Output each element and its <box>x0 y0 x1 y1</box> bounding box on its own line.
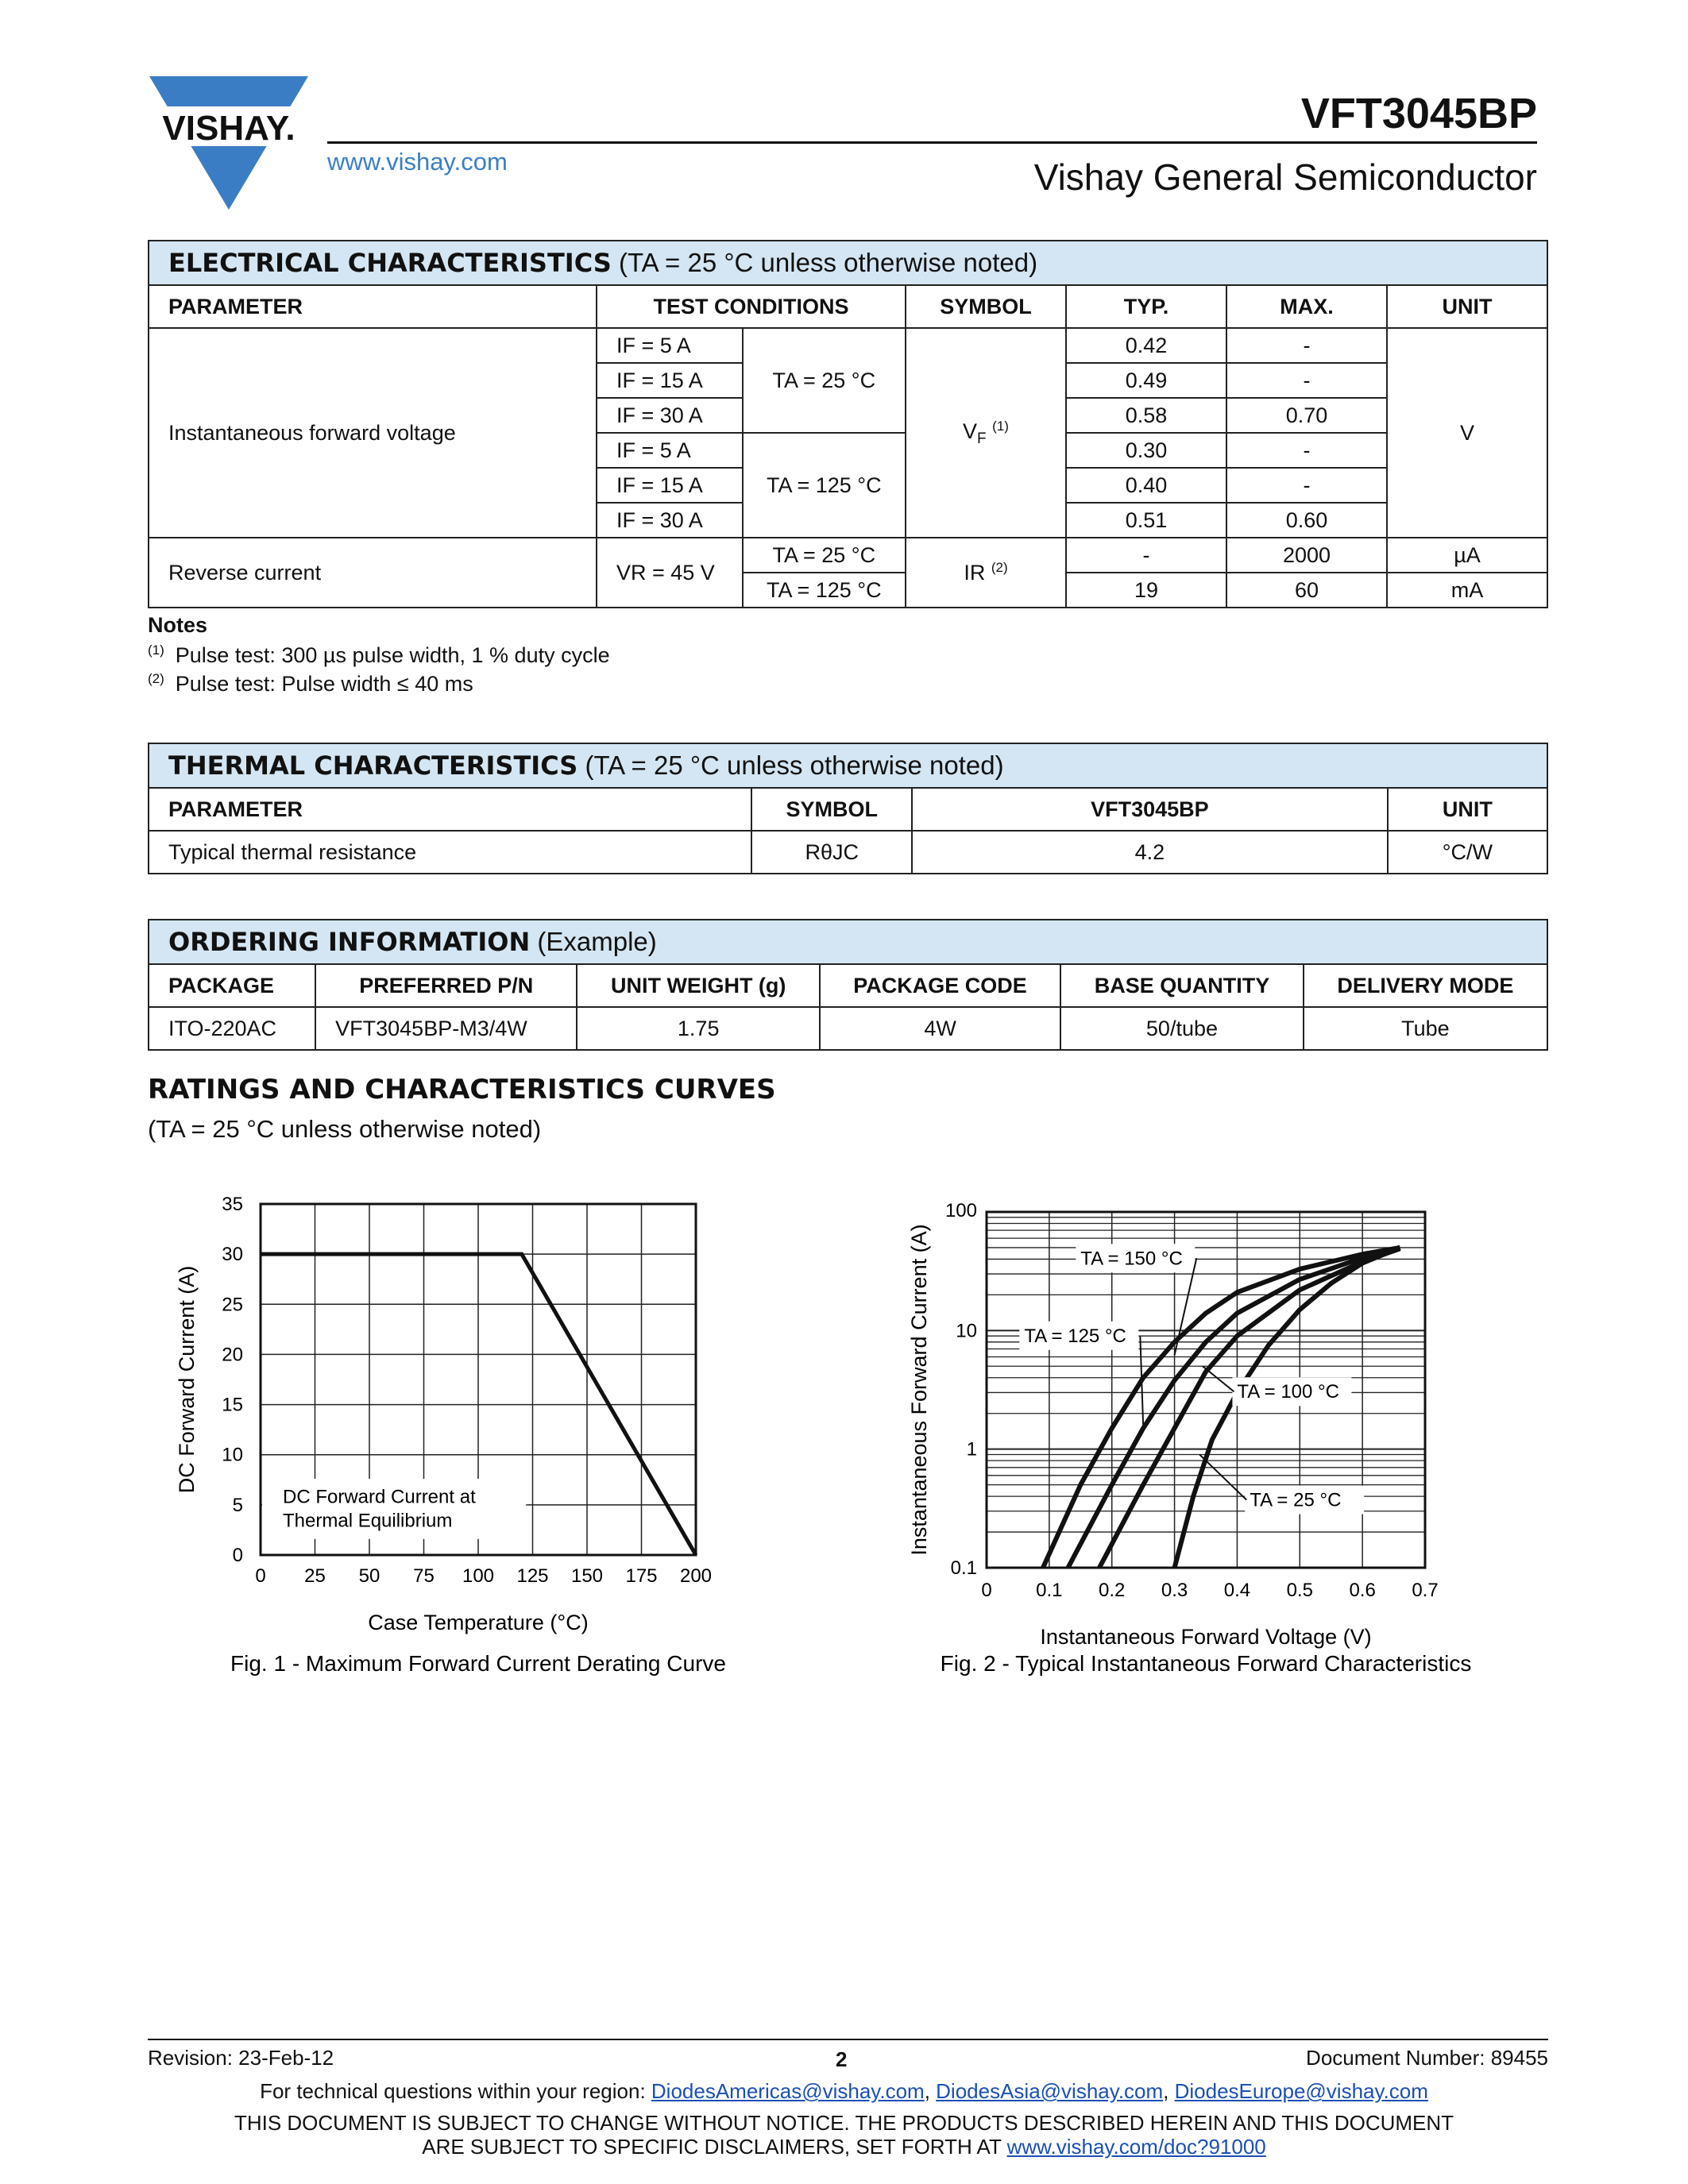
table-row: IF = 5 A TA = 125 °C 0.30 - <box>149 433 1547 468</box>
email-europe-link[interactable]: DiodesEurope@vishay.com <box>1174 2079 1428 2103</box>
fig2-series-line <box>1175 1248 1400 1568</box>
table-row: Typical thermal resistance RθJC 4.2 °C/W <box>149 831 1547 874</box>
fig2-series-label: TA = 100 °C <box>1237 1381 1339 1403</box>
ordering-information-table <box>148 919 1548 1051</box>
fig1-x-tick-label: 200 <box>679 1565 713 1587</box>
company-name: Vishay General Semiconductor <box>1033 156 1537 198</box>
page-number: 2 <box>836 2047 848 2071</box>
fig2-x-tick-label: 0.6 <box>1349 1580 1376 1601</box>
fig1-annotation-line1: DC Forward Current at <box>283 1486 476 1508</box>
fig2-x-tick-label: 0.3 <box>1161 1580 1188 1601</box>
fig1-y-tick-label: 15 <box>222 1394 243 1416</box>
charts <box>0 1175 1688 1715</box>
notes <box>148 613 610 696</box>
fig1-x-tick-label: 150 <box>570 1565 604 1587</box>
vishay-logo <box>149 76 308 211</box>
fig2-series-label: TA = 125 °C <box>1024 1325 1126 1347</box>
fig1-y-tick-label: 0 <box>232 1545 243 1566</box>
table-row: TA = 125 °C 19 60 mA <box>149 573 1547 608</box>
fig1-x-tick-label: 75 <box>413 1565 435 1587</box>
fig2-x-tick-label: 0.5 <box>1286 1580 1313 1601</box>
fig1-x-tick-label: 0 <box>255 1565 266 1587</box>
curves-title: RATINGS AND CHARACTERISTICS CURVES <box>148 1074 776 1106</box>
fig1-y-tick-label: 30 <box>222 1244 243 1266</box>
fig2-series-line <box>1043 1248 1400 1568</box>
table-row: Instantaneous forward voltage IF = 5 A TA = 25 °C $V_F$ $^{(1)}$ 0.42 - V <box>149 328 1547 363</box>
disclaimer-link[interactable]: www.vishay.com/doc?91000 <box>1006 2135 1266 2159</box>
fig2-y-tick-label: 10 <box>956 1320 977 1342</box>
table-row: IF = 15 A 0.40 - <box>149 468 1547 503</box>
fig2-y-axis-label: Instantaneous Forward Current (A) <box>907 1224 931 1556</box>
fig2-label-leader <box>1199 1454 1246 1499</box>
fig2-caption: Fig. 2 - Typical Instantaneous Forward Characteristics <box>940 1651 1472 1676</box>
note-2: $^{(2)}$ Pulse test: Pulse width ≤ 40 ms <box>148 671 473 696</box>
fig2-x-tick-label: 0 <box>981 1580 992 1601</box>
thermal-characteristics-table <box>148 743 1548 874</box>
table-row: IF = 30 A 0.58 0.70 <box>149 398 1547 433</box>
email-americas-link[interactable]: DiodesAmericas@vishay.com <box>651 2079 925 2103</box>
table-row: IF = 15 A 0.49 - <box>149 363 1547 398</box>
vishay-url-link[interactable]: www.vishay.com <box>327 148 508 176</box>
document-number: Document Number: 89455 <box>1306 2046 1548 2070</box>
fig1-x-tick-label: 100 <box>462 1565 495 1587</box>
table-row: ITO-220AC VFT3045BP-M3/4W 1.75 4W 50/tube Tube <box>149 1007 1547 1050</box>
fig2-y-tick-label: 100 <box>944 1200 977 1221</box>
vf-symbol: $V_F$ $^{(1)}$ <box>906 328 1066 538</box>
fig1-annotation-line2: Thermal Equilibrium <box>283 1510 453 1532</box>
fig2-y-tick-label: 0.1 <box>950 1557 977 1579</box>
fig2-label-leader <box>1203 1366 1234 1391</box>
fig1-x-tick-label: 175 <box>625 1565 658 1587</box>
logo-text: VISHAY. <box>162 109 295 148</box>
header-rule <box>327 141 1537 144</box>
vf-parameter: Instantaneous forward voltage <box>149 328 597 538</box>
fig2-x-tick-label: 0.7 <box>1412 1580 1439 1601</box>
fig1-x-tick-label: 50 <box>358 1565 380 1587</box>
footer-rule <box>148 2039 1548 2040</box>
fig1-y-tick-label: 10 <box>222 1444 243 1466</box>
fig2-series-line <box>1099 1248 1400 1568</box>
electrical-header-row: PARAMETER TEST CONDITIONS SYMBOL TYP. MAX. UNIT <box>149 285 1547 328</box>
fig1-y-tick-label: 25 <box>222 1294 243 1316</box>
fig2-x-tick-label: 0.1 <box>1036 1580 1063 1601</box>
fig1-y-tick-label: 35 <box>222 1194 243 1215</box>
curves-subtitle: (TA = 25 °C unless otherwise noted) <box>148 1115 542 1143</box>
disclaimer-1: THIS DOCUMENT IS SUBJECT TO CHANGE WITHOUT NOTICE. THE PRODUCTS DESCRIBED HEREIN AND THIS DOCUMENT <box>234 2111 1454 2135</box>
table-row: IF = 30 A 0.51 0.60 <box>149 503 1547 538</box>
thermal-title: THERMAL CHARACTERISTICS (TA = 25 °C unless otherwise noted) <box>149 743 1547 788</box>
fig1-y-tick-label: 5 <box>232 1494 243 1516</box>
fig2-y-tick-label: 1 <box>966 1438 977 1461</box>
fig1-caption: Fig. 1 - Maximum Forward Current Derating Curve <box>230 1651 726 1676</box>
electrical-characteristics-table <box>148 240 1548 608</box>
fig1-y-tick-label: 20 <box>222 1344 243 1366</box>
thermal-header-row: PARAMETER SYMBOL VFT3045BP UNIT <box>149 788 1547 831</box>
email-asia-link[interactable]: DiodesAsia@vishay.com <box>936 2079 1164 2103</box>
disclaimer-2: ARE SUBJECT TO SPECIFIC DISCLAIMERS, SET FORTH AT www.vishay.com/doc?91000 <box>422 2135 1266 2159</box>
fig2-x-tick-label: 0.2 <box>1099 1580 1126 1601</box>
part-number: VFT3045BP <box>1300 90 1537 137</box>
fig1-y-axis-label: DC Forward Current (A) <box>175 1265 199 1494</box>
fig2-series-label: TA = 150 °C <box>1080 1248 1183 1270</box>
fig1-x-tick-label: 125 <box>516 1565 549 1587</box>
revision: Revision: 23-Feb-12 <box>148 2046 334 2070</box>
fig1-x-tick-label: 25 <box>304 1565 326 1587</box>
ordering-header-row: PACKAGE PREFERRED P/N UNIT WEIGHT (g) PACKAGE CODE BASE QUANTITY DELIVERY MODE <box>149 964 1547 1007</box>
fig2-series-label: TA = 25 °C <box>1250 1489 1342 1511</box>
fig1-x-axis-label: Case Temperature (°C) <box>368 1611 589 1634</box>
fig2-label-leader <box>1175 1258 1197 1355</box>
notes-heading: Notes <box>148 613 208 637</box>
note-1: $^{(1)}$ Pulse test: 300 µs pulse width, 1 % duty cycle <box>148 642 610 667</box>
fig2-x-axis-label: Instantaneous Forward Voltage (V) <box>1040 1625 1372 1649</box>
ordering-title: ORDERING INFORMATION (Example) <box>149 920 1547 964</box>
table-row: Reverse current VR = 45 V TA = 25 °C IR $^{(2)}$ - 2000 µA <box>149 538 1547 573</box>
fig2-x-tick-label: 0.4 <box>1223 1580 1251 1601</box>
electrical-title: ELECTRICAL CHARACTERISTICS (TA = 25 °C unless otherwise noted) <box>149 241 1547 285</box>
technical-questions: For technical questions within your region: DiodesAmericas@vishay.com, DiodesAsia@vishay.com, DiodesEurope@vishay.com <box>260 2079 1428 2103</box>
